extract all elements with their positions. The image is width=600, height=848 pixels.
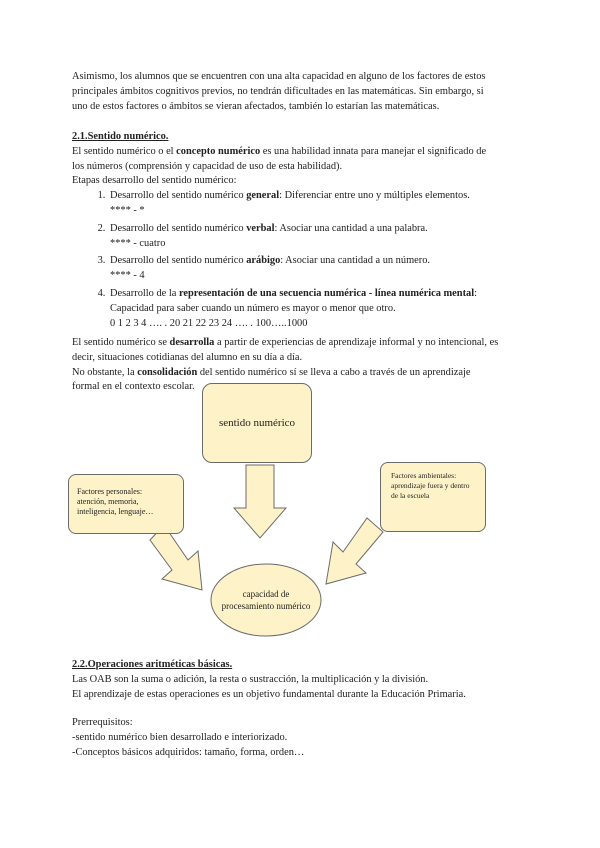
prerequisites bbox=[72, 716, 532, 760]
intro-line-3: uno de estos factores o ámbitos se vieran afectados, también lo estarían las matemáticas. bbox=[72, 100, 440, 112]
oab-line-1: Las OAB son la suma o adición, la resta o sustracción, la multiplicación y la división. bbox=[72, 673, 429, 685]
list-item: 3. Desarrollo del sentido numérico arábigo: Asociar una cantidad a un número. **** - 4 bbox=[108, 254, 532, 284]
development-line-1: El sentido numérico se desarrolla a partir de experiencias de aprendizaje informal y no intencional, es bbox=[72, 337, 499, 348]
box-sentido-numerico bbox=[202, 383, 312, 463]
list-item: 4. Desarrollo de la representación de una secuencia numérica - línea numérica mental: Capacidad para saber cuando un número es mayor o menor que otro. 0 1 2 3 4 …. . 20 21 22 23 24 …. . 100…..1000 bbox=[108, 287, 532, 331]
intro-line-2: principales ámbitos cognitivos previos, no tendrán dificultades en las matemáticas. Sin embargo, si bbox=[72, 85, 484, 97]
box-factores-personales: Factores personales: atención, memoria, inteligencia, lenguaje… bbox=[68, 474, 184, 534]
consolidation-line-2: formal en el contexto escolar. bbox=[72, 381, 195, 393]
definition-line-1: El sentido numérico o el concepto numérico es una habilidad innata para manejar el significado de bbox=[72, 145, 487, 157]
prereq-title: Prerrequisitos: bbox=[72, 717, 133, 728]
prereq-item-2: -Conceptos básicos adquiridos: tamaño, forma, orden… bbox=[72, 746, 305, 758]
list-item: 1. Desarrollo del sentido numérico general: Diferenciar entre uno y múltiples elementos. **** - * bbox=[108, 189, 532, 219]
development-line-2: decir, situaciones cotidianas del alumno en su día a día. bbox=[72, 351, 303, 363]
section-heading: 2.1.Sentido numérico. bbox=[72, 131, 169, 142]
down-arrow bbox=[234, 465, 286, 538]
definition-line-2: los números (comprensión y capacidad de uso de esta habilidad). bbox=[72, 160, 343, 172]
prereq-item-1: -sentido numérico bien desarrollado e interiorizado. bbox=[72, 731, 288, 743]
section-heading: 2.2.Operaciones aritméticas básicas. bbox=[72, 659, 233, 670]
right-diagonal-arrow bbox=[326, 518, 383, 584]
section-operaciones bbox=[72, 658, 532, 702]
stages-intro: Etapas desarrollo del sentido numérico: bbox=[72, 175, 237, 187]
oab-line-2: El aprendizaje de estas operaciones es un objetivo fundamental durante la Educación Primaria. bbox=[72, 688, 466, 700]
bold-term: concepto numérico bbox=[176, 145, 261, 157]
box-top-label: sentido numérico bbox=[218, 417, 296, 429]
list-item: 2. Desarrollo del sentido numérico verbal: Asociar una cantidad a una palabra. **** - cuatro bbox=[108, 222, 532, 252]
center-label: capacidad de procesamiento numérico bbox=[221, 589, 311, 611]
box-factores-ambientales: Factores ambientales: aprendizaje fuera y dentro de la escuela bbox=[380, 462, 486, 532]
consolidation-line-1: No obstante, la consolidación del sentido numérico sí se lleva a cabo a través de un aprendizaje bbox=[72, 366, 471, 378]
intro-line-1: Asimismo, los alumnos que se encuentren con una alta capacidad en alguno de los factores de estos bbox=[72, 71, 486, 82]
left-diagonal-arrow bbox=[150, 525, 202, 590]
